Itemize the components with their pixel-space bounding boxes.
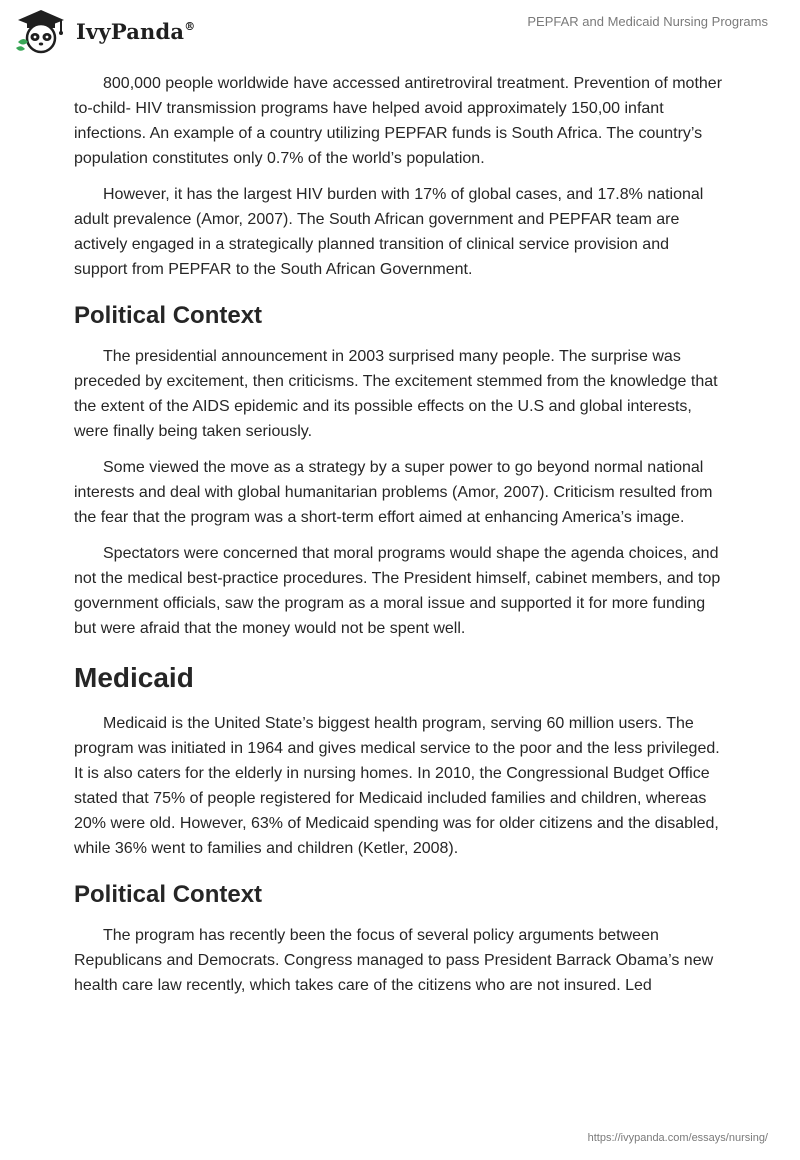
page-header [0, 0, 800, 62]
paragraph: Some viewed the move as a strategy by a super power to go beyond normal national interests and deal with global humanitarian problems (Amor, 2007). Criticism resulted from the fear that the program was a short-term effort aimed at enhancing America’s image. [74, 459, 713, 526]
paragraph: However, it has the largest HIV burden with 17% of global cases, and 17.8% national adult prevalence (Amor, 2007). The South African government and PEPFAR team are actively engaged in a strategically planned transition of clinical service provision and support from PEPFAR to the South African Government. [74, 186, 704, 278]
document-title: PEPFAR and Medicaid Nursing Programs [527, 14, 768, 29]
ivypanda-logo[interactable] [14, 8, 195, 54]
essay-body [74, 71, 726, 1009]
ivypanda-logo-icon [14, 8, 70, 54]
paragraph: Spectators were concerned that moral programs would shape the agenda choices, and not the medical best-practice procedures. The President himself, cabinet members, and top government officials, saw the program as a moral issue and supported it for more funding but were afraid that the money would not be spent well. [74, 545, 721, 637]
paragraph: The presidential announcement in 2003 surprised many people. The surprise was preceded by excitement, then criticisms. The excitement stemmed from the knowledge that the extent of the AIDS epidemic and its possible effects on the U.S and global interests, were finally being taken seriously. [74, 348, 718, 440]
paragraph: Medicaid is the United State’s biggest health program, serving 60 million users. The program was initiated in 1964 and gives medical service to the poor and the less privileged. It is also caters for the elderly in nursing homes. In 2010, the Congressional Budget Office stated that 75% of people registered for Medicaid included families and children, whereas 20% were old. However, 63% of Medicaid spending was for older citizens and the disabled, while 36% went to families and children (Ketler, 2008). [74, 715, 720, 857]
footer-url[interactable]: https://ivypanda.com/essays/nursing/ [587, 1132, 768, 1144]
paragraph: 800,000 people worldwide have accessed antiretroviral treatment. Prevention of mother to-child- HIV transmission programs have helped avoid approximately 150,00 infant infections. An example of a country utilizing PEPFAR funds is South Africa. The country’s population constitutes only 0.7% of the world’s population. [74, 75, 723, 167]
section-heading-medicaid: Medicaid [74, 662, 194, 693]
section-heading-political-context: Political Context [74, 302, 263, 329]
section-heading-political-context: Political Context [74, 881, 263, 908]
brand-name: IvyPanda® [76, 18, 196, 44]
paragraph: The program has recently been the focus of several policy arguments between Republicans and Democrats. Congress managed to pass President Barrack Obama’s new health care law recently, which takes care of the citizens who are not insured. Led [74, 927, 714, 994]
trademark-symbol: ® [184, 19, 196, 33]
